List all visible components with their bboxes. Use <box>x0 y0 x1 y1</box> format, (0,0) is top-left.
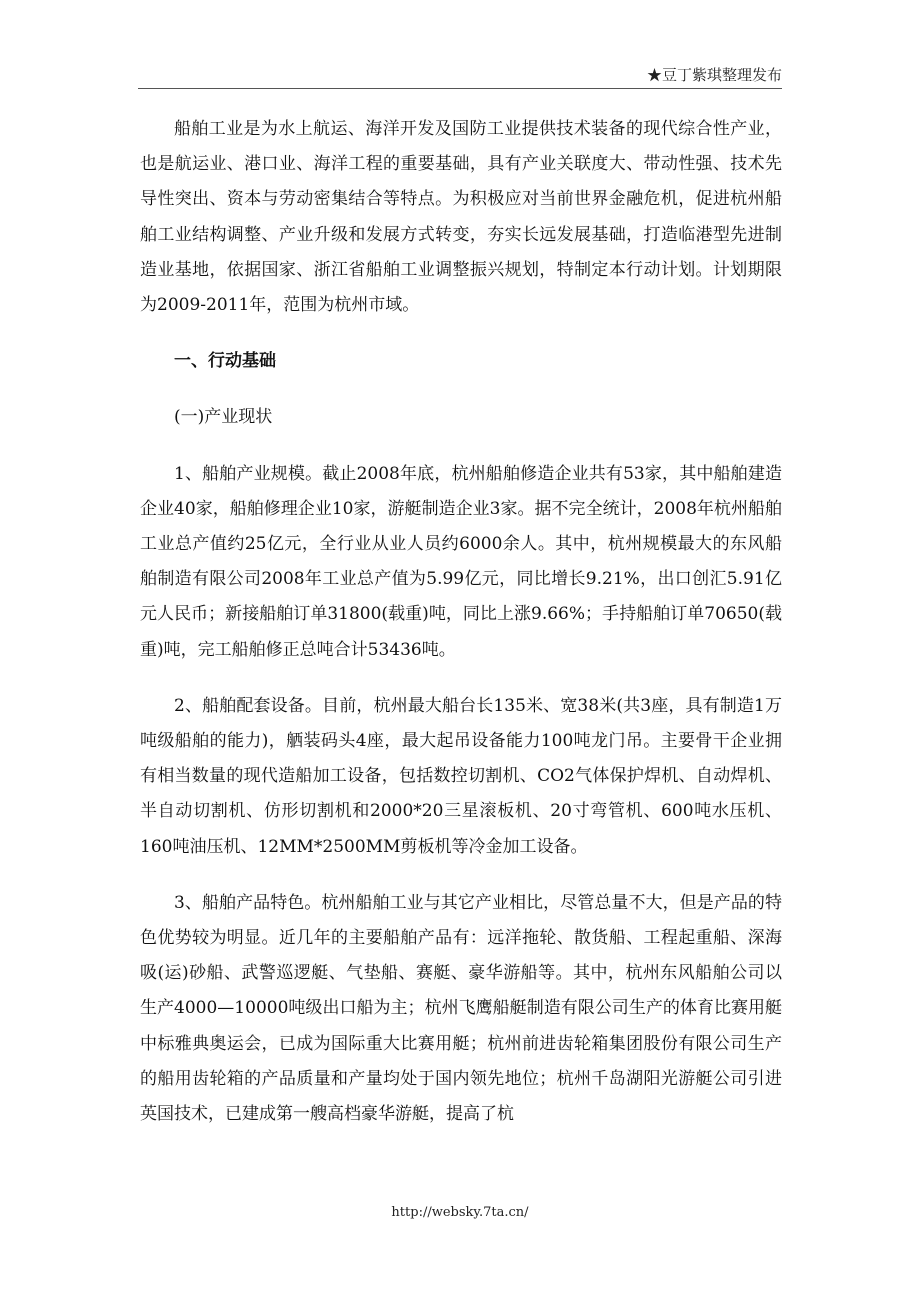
header-publisher: ★豆丁紫琪整理发布 <box>646 66 782 84</box>
header-divider <box>138 88 782 89</box>
paragraph-item-1: 1、船舶产业规模。截止2008年底，杭州船舶修造企业共有53家，其中船舶建造企业40家，船舶修理企业10家，游艇制造企业3家。据不完全统计，2008年杭州船舶工业总产值约25亿元，全行业从业人员约6000余人。其中，杭州规模最大的东风船舶制造有限公司2008年工业总产值为5.99亿元，同比增长9.21%，出口创汇5.91亿元人民币；新接船舶订单31800(载重)吨，同比上涨9.66%；手持船舶订单70650(载重)吨，完工船舶修正总吨合计53436吨。 <box>140 463 782 660</box>
subsection-heading: (一)产业现状 <box>174 407 273 428</box>
paragraph-item-2: 2、船舶配套设备。目前，杭州最大船台长135米、宽38米(共3座，具有制造1万吨级船舶的能力)，舾装码头4座，最大起吊设备能力100吨龙门吊。主要骨干企业拥有相当数量的现代造船加工设备，包括数控切割机、CO2气体保护焊机、自动焊机、半自动切割机、仿形切割机和2000*20三星滚板机、20寸弯管机、600吨水压机、160吨油压机、12MM*2500MM剪板机等冷金加工设备。 <box>140 695 782 857</box>
section-heading: 一、行动基础 <box>174 351 276 372</box>
paragraph-item-3: 3、船舶产品特色。杭州船舶工业与其它产业相比，尽管总量不大，但是产品的特色优势较为明显。近几年的主要船舶产品有：远洋拖轮、散货船、工程起重船、深海吸(运)砂船、武警巡逻艇、气垫船、赛艇、豪华游船等。其中，杭州东风船舶公司以生产4000—10000吨级出口船为主；杭州飞鹰船艇制造有限公司生产的体育比赛用艇中标雅典奥运会，已成为国际重大比赛用艇；杭州前进齿轮箱集团股份有限公司生产的船用齿轮箱的产品质量和产量均处于国内领先地位；杭州千岛湖阳光游艇公司引进英国技术，已建成第一艘高档豪华游艇，提高了杭 <box>140 892 782 1125</box>
footer-url[interactable]: http://websky.7ta.cn/ <box>391 1205 529 1220</box>
document-body <box>140 112 782 1132</box>
intro-paragraph: 船舶工业是为水上航运、海洋开发及国防工业提供技术装备的现代综合性产业，也是航运业、港口业、海洋工程的重要基础，具有产业关联度大、带动性强、技术先导性突出、资本与劳动密集结合等特点。为积极应对当前世界金融危机，促进杭州船舶工业结构调整、产业升级和发展方式转变，夯实长远发展基础，打造临港型先进制造业基地，依据国家、浙江省船舶工业调整振兴规划，特制定本行动计划。计划期限为2009-2011年，范围为杭州市域。 <box>140 119 782 316</box>
